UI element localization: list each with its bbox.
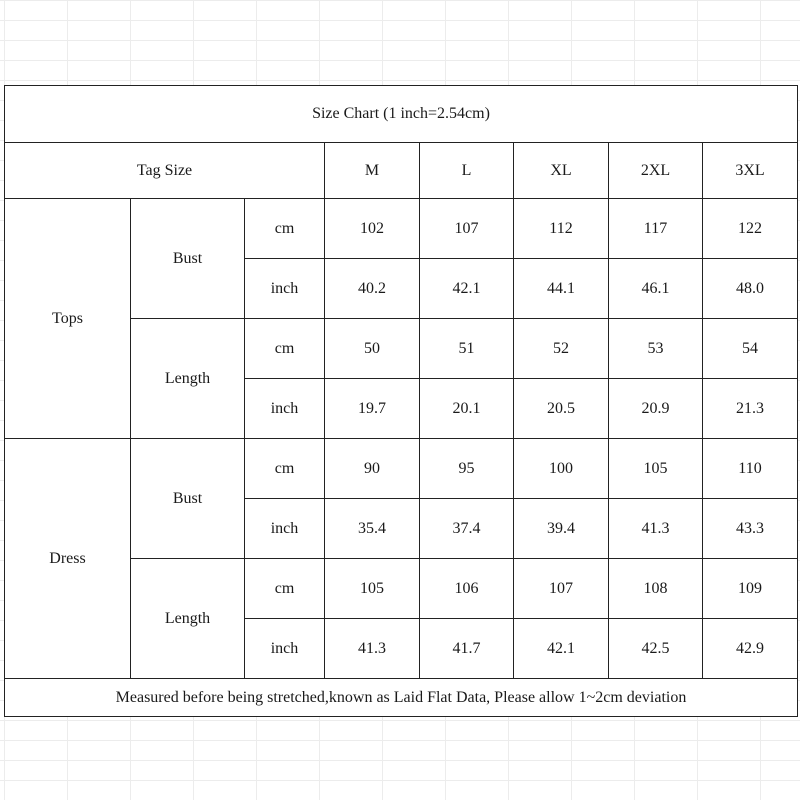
unit-label: cm [245, 559, 325, 619]
value-cell: 108 [609, 559, 703, 619]
unit-label: inch [245, 379, 325, 439]
value-cell: 51 [420, 319, 514, 379]
size-chart-body [5, 86, 798, 717]
unit-label: inch [245, 499, 325, 559]
value-cell: 48.0 [703, 259, 798, 319]
value-cell: 42.1 [514, 619, 609, 679]
size-header: 2XL [609, 143, 703, 199]
size-chart-table [4, 85, 798, 717]
value-cell: 110 [703, 439, 798, 499]
value-cell: 43.3 [703, 499, 798, 559]
table-row [5, 439, 798, 499]
size-header: 3XL [703, 143, 798, 199]
value-cell: 107 [420, 199, 514, 259]
value-cell: 95 [420, 439, 514, 499]
size-header: M [325, 143, 420, 199]
footer-row [5, 679, 798, 717]
value-cell: 42.9 [703, 619, 798, 679]
value-cell: 20.9 [609, 379, 703, 439]
size-chart-sheet [4, 85, 797, 716]
value-cell: 105 [609, 439, 703, 499]
value-cell: 46.1 [609, 259, 703, 319]
title-row [5, 86, 798, 143]
measure-label: Bust [131, 199, 245, 319]
value-cell: 54 [703, 319, 798, 379]
category-label: Dress [5, 439, 131, 679]
value-cell: 109 [703, 559, 798, 619]
value-cell: 41.7 [420, 619, 514, 679]
footer-note: Measured before being stretched,known as Laid Flat Data, Please allow 1~2cm deviation [5, 679, 798, 717]
value-cell: 122 [703, 199, 798, 259]
unit-label: cm [245, 199, 325, 259]
value-cell: 52 [514, 319, 609, 379]
value-cell: 44.1 [514, 259, 609, 319]
value-cell: 35.4 [325, 499, 420, 559]
value-cell: 37.4 [420, 499, 514, 559]
value-cell: 112 [514, 199, 609, 259]
value-cell: 20.5 [514, 379, 609, 439]
value-cell: 21.3 [703, 379, 798, 439]
measure-label: Length [131, 559, 245, 679]
value-cell: 90 [325, 439, 420, 499]
unit-label: cm [245, 319, 325, 379]
value-cell: 40.2 [325, 259, 420, 319]
unit-label: cm [245, 439, 325, 499]
header-row [5, 143, 798, 199]
value-cell: 106 [420, 559, 514, 619]
size-header: L [420, 143, 514, 199]
value-cell: 42.5 [609, 619, 703, 679]
measure-label: Length [131, 319, 245, 439]
value-cell: 39.4 [514, 499, 609, 559]
table-row [5, 199, 798, 259]
value-cell: 102 [325, 199, 420, 259]
chart-title: Size Chart (1 inch=2.54cm) [5, 86, 798, 143]
value-cell: 100 [514, 439, 609, 499]
value-cell: 41.3 [325, 619, 420, 679]
value-cell: 20.1 [420, 379, 514, 439]
value-cell: 50 [325, 319, 420, 379]
value-cell: 105 [325, 559, 420, 619]
value-cell: 117 [609, 199, 703, 259]
tag-size-header: Tag Size [5, 143, 325, 199]
unit-label: inch [245, 259, 325, 319]
value-cell: 19.7 [325, 379, 420, 439]
value-cell: 41.3 [609, 499, 703, 559]
category-label: Tops [5, 199, 131, 439]
value-cell: 107 [514, 559, 609, 619]
size-header: XL [514, 143, 609, 199]
value-cell: 53 [609, 319, 703, 379]
value-cell: 42.1 [420, 259, 514, 319]
unit-label: inch [245, 619, 325, 679]
measure-label: Bust [131, 439, 245, 559]
